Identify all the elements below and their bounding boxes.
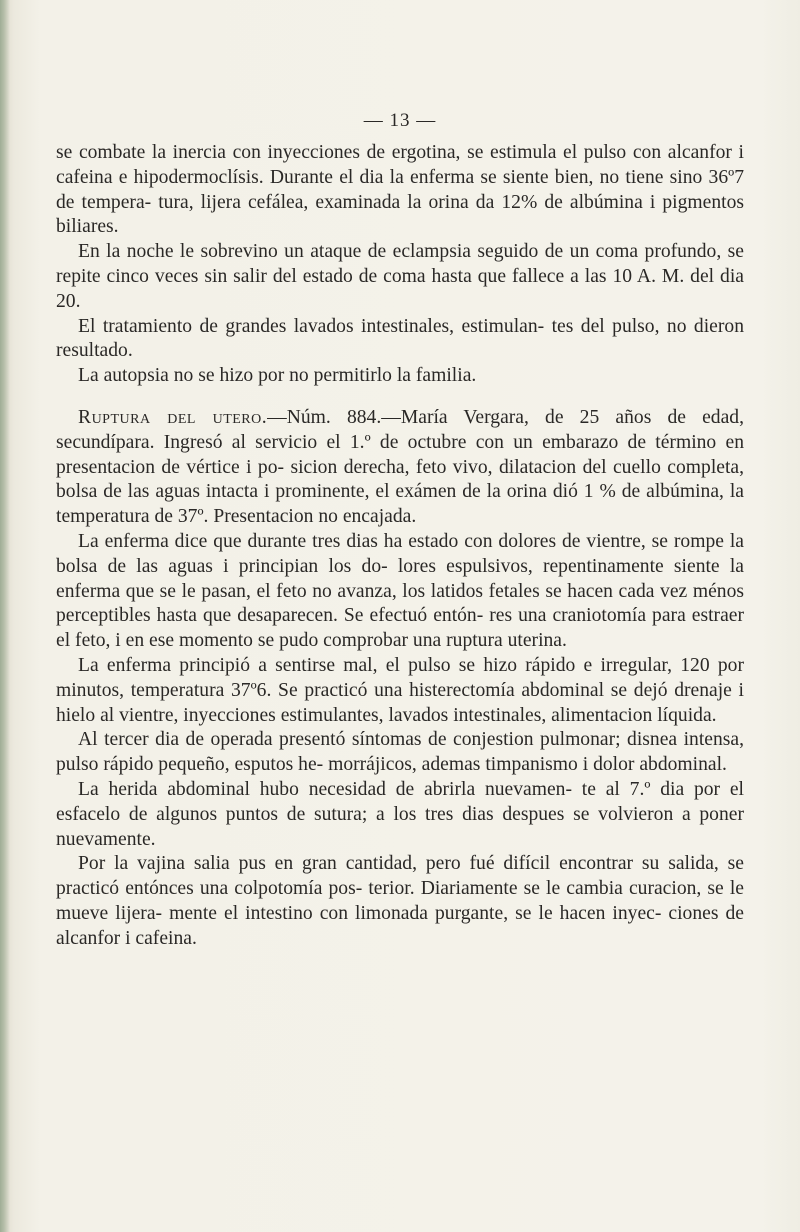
case-heading: Ruptura del utero. <box>78 406 268 428</box>
paragraph-1: se combate la inercia con inyecciones de ergotina, se estimula el pulso con alcanfor i cafeina e hipodermoclísis. Durante el dia la enferma se siente bien, no tiene sino 36º7 de tempera- tura, lijera cefálea, examinada la orina da 12% de albúmina i pigmentos biliares. <box>56 142 744 238</box>
paragraph-5 <box>56 406 744 530</box>
paragraph-2: En la noche le sobrevino un ataque de eclampsia seguido de un coma profundo, se repite cinco veces sin salir del estado de coma hasta que fallece a las 10 A. M. del dia 20. <box>56 241 744 312</box>
page-number: — 13 — <box>363 110 437 131</box>
paragraph-7: La enferma principió a sentirse mal, el pulso se hizo rápido e irregular, 120 por minutos, temperatura 37º6. Se practicó una histerectomía abdominal se dejó drenaje i hielo al vientre, inyecciones estimulantes, lavados intestinales, alimentacion líquida. <box>56 654 744 726</box>
paragraph-3: El tratamiento de grandes lavados intestinales, estimulan- tes del pulso, no dieron resultado. <box>56 315 744 362</box>
paragraph-6: La enferma dice que durante tres dias ha estado con dolores de vientre, se rompe la bolsa de las aguas i principian los do- lores espulsivos, repentinamente siente la enferma que se le pasan, el feto no avanza, los latidos fetales se hacen cada vez ménos perceptibles hasta que desaparecen. Se efectuó entón- res una craniotomía para estraer el feto, i en ese momento se pudo comprobar una ruptura uterina. <box>56 530 744 652</box>
paragraph-4: La autopsia no se hizo por no permitirlo la familia. <box>78 365 477 387</box>
paragraph-10: Por la vajina salia pus en gran cantidad, pero fué difícil encontrar su salida, se practicó entónces una colpotomía pos- terior. Diariamente se le cambia curacion, se le mueve lijera- mente el intestino con limonada purgante, se le hacen inyec- ciones de alcanfor i cafeina. <box>56 853 744 949</box>
paragraph-9: La herida abdominal hubo necesidad de abrirla nuevamen- te al 7.º dia por el esfacelo de algunos puntos de sutura; a los tres dias despues se volvieron a poner nuevamente. <box>56 778 744 850</box>
paragraph-5-text: —Núm. 884.—María Vergara, de 25 años de edad, secundípara. Ingresó al servicio el 1.º de octubre con un embarazo de término en presentacion de vértice i po- sicion derecha, feto vivo, dilatacion del cuello completa, bolsa de las aguas intacta i prominente, el exámen de la orina dió 1 % de albúmina, la temperatura de 37º. Presentacion no encajada. <box>56 406 744 528</box>
binding-edge <box>0 0 10 1232</box>
paragraph-8: Al tercer dia de operada presentó síntomas de conjestion pulmonar; disnea intensa, pulso rápido pequeño, esputos he- morrájicos, ademas timpanismo i dolor abdominal. <box>56 729 744 776</box>
body-text <box>56 141 744 952</box>
